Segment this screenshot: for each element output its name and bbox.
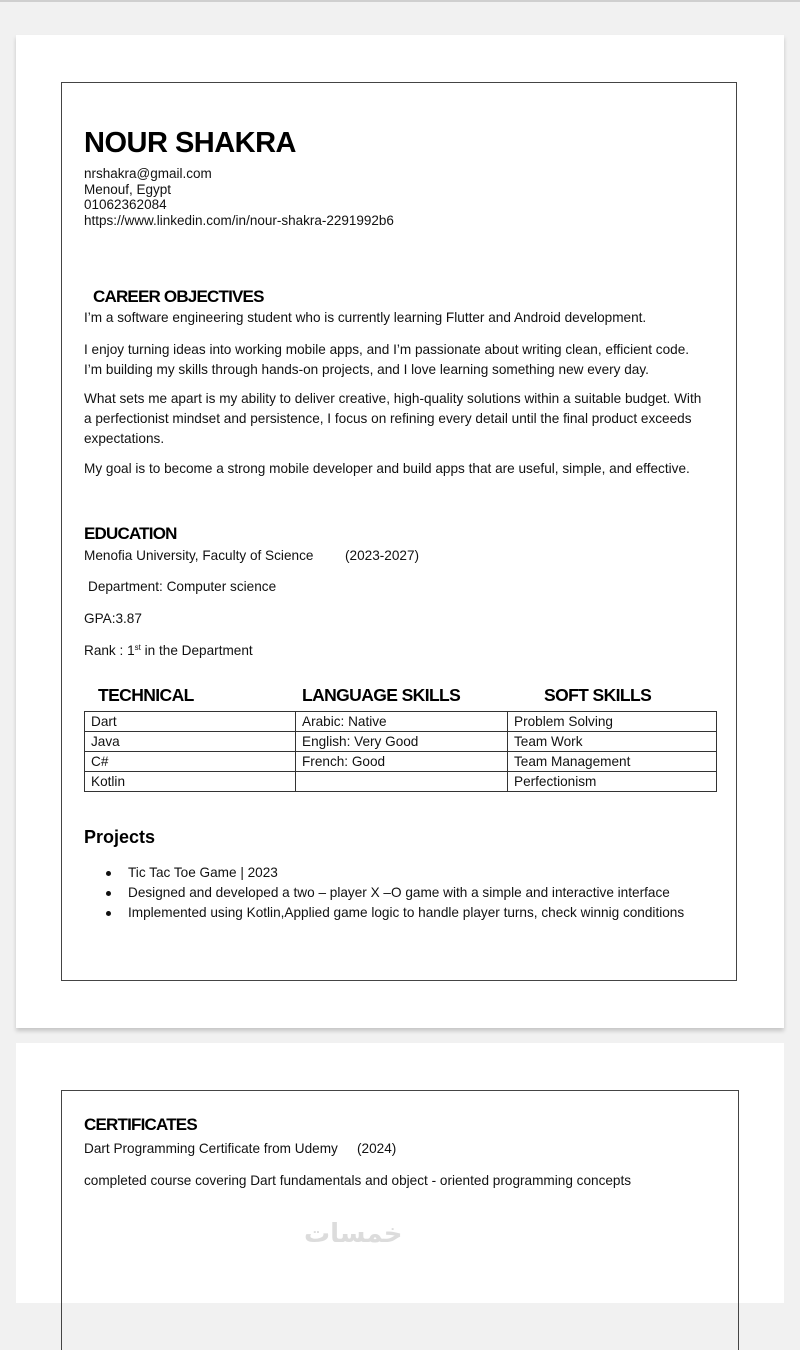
education-years: (2023-2027) <box>345 548 420 563</box>
rank-suffix: in the Department <box>140 643 253 658</box>
education-heading: EDUCATION <box>84 524 177 543</box>
skills-header-language: LANGUAGE SKILLS <box>302 685 461 705</box>
skill-soft: Problem Solving <box>508 712 717 732</box>
contact-linkedin[interactable]: https://www.linkedin.com/in/nour-shakra-2291992b6 <box>84 213 394 228</box>
skill-technical: C# <box>85 752 296 772</box>
skill-soft: Team Work <box>508 732 717 752</box>
skill-technical: Java <box>85 732 296 752</box>
paragraph-line: expectations. <box>84 431 165 446</box>
skill-language: English: Very Good <box>296 732 508 752</box>
paragraph-line: I enjoy turning ideas into working mobile apps, and I’m passionate about writing clean, efficient code. <box>84 342 690 357</box>
top-divider <box>0 0 800 2</box>
skill-technical: Dart <box>85 712 296 732</box>
skill-language <box>296 772 508 792</box>
list-item: Designed and developed a two – player X –O game with a simple and interactive interface <box>128 883 684 903</box>
objective-paragraph-1 <box>84 308 646 328</box>
candidate-name: NOUR SHAKRA <box>84 127 296 159</box>
education-institution: Menofia University, Faculty of Science <box>84 548 314 563</box>
paragraph-line: I’m building my skills through hands-on projects, and I love learning something new every day. <box>84 362 649 377</box>
certificate-title: Dart Programming Certificate from Udemy <box>84 1141 338 1156</box>
page-border <box>61 1090 739 1350</box>
skill-language: French: Good <box>296 752 508 772</box>
table-row <box>85 712 717 732</box>
skills-header-technical: TECHNICAL <box>98 685 194 705</box>
khamsat-watermark-logo: خمسات <box>304 1219 403 1249</box>
rank-number: Rank : 1 <box>84 643 135 658</box>
projects-heading: Projects <box>84 827 156 847</box>
paragraph-line: a perfectionist mindset and persistence, I focus on refining every detail until the final product exceeds <box>84 411 692 426</box>
paragraph-line: I’m a software engineering student who is currently learning Flutter and Android development. <box>84 310 647 325</box>
document-page-2 <box>16 1043 784 1303</box>
objective-paragraph-2 <box>84 340 689 380</box>
contact-email[interactable]: nrshakra@gmail.com <box>84 166 212 181</box>
objective-paragraph-4 <box>84 459 690 479</box>
list-item: Tic Tac Toe Game | 2023 <box>128 863 684 883</box>
list-item: Implemented using Kotlin,Applied game logic to handle player turns, check winnig conditions <box>128 903 684 923</box>
rank-ordinal: st <box>134 643 141 652</box>
certificate-year: (2024) <box>357 1141 397 1156</box>
projects-list <box>84 863 684 923</box>
career-objectives-heading: CAREER OBJECTIVES <box>93 287 264 306</box>
certificate-description: completed course covering Dart fundamentals and object - oriented programming concepts <box>84 1173 632 1188</box>
education-department: Department: Computer science <box>88 579 277 594</box>
skill-soft: Team Management <box>508 752 717 772</box>
contact-location: Menouf, Egypt <box>84 182 172 197</box>
skill-soft: Perfectionism <box>508 772 717 792</box>
skill-technical: Kotlin <box>85 772 296 792</box>
document-page-1 <box>16 35 784 1028</box>
page-border <box>61 82 737 981</box>
certificates-heading: CERTIFICATES <box>84 1115 197 1134</box>
contact-phone: 01062362084 <box>84 197 167 212</box>
education-gpa: GPA:3.87 <box>84 611 142 626</box>
table-row <box>85 732 717 752</box>
paragraph-line: What sets me apart is my ability to deliver creative, high-quality solutions within a suitable budget. With <box>84 391 702 406</box>
skill-language: Arabic: Native <box>296 712 508 732</box>
table-row <box>85 752 717 772</box>
paragraph-line: My goal is to become a strong mobile developer and build apps that are useful, simple, and effective. <box>84 461 690 476</box>
table-row <box>85 772 717 792</box>
skills-table <box>84 711 717 792</box>
education-rank <box>84 643 253 658</box>
skills-header-soft: SOFT SKILLS <box>544 685 652 705</box>
objective-paragraph-3 <box>84 389 701 449</box>
